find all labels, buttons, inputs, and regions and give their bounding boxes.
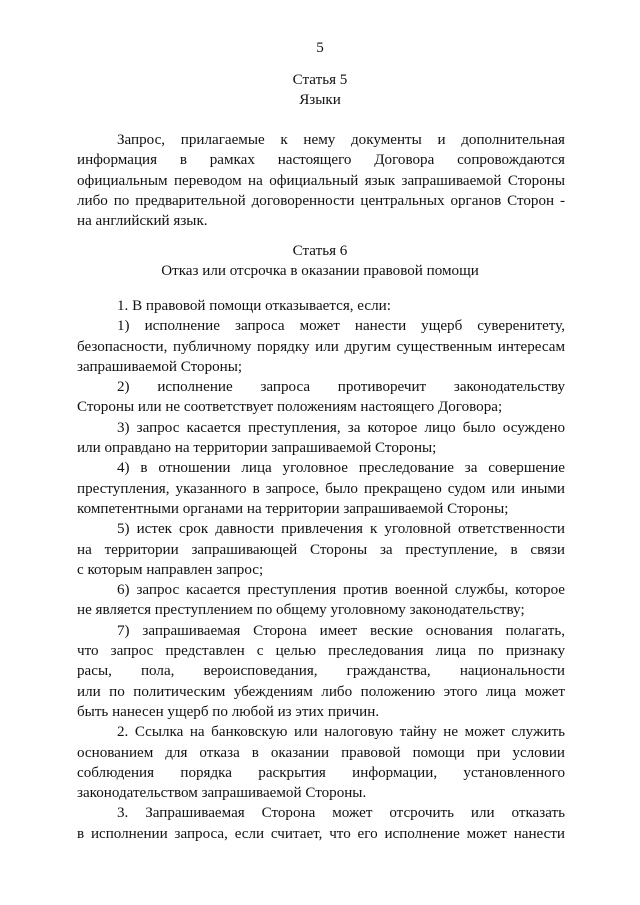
article-6-body [77, 296, 565, 844]
paragraph-line: преступления, указанного в запросе, было прекращено судом или иными [77, 480, 565, 497]
paragraph-line: соблюдения порядка раскрытия информации, установленного [77, 764, 565, 781]
article-5-paragraph [77, 130, 565, 231]
paragraph-line: информация в рамках настоящего Договора сопровождаются [77, 152, 565, 169]
paragraph-line: основанием для отказа в оказании правовой помощи при условии [77, 744, 565, 761]
paragraph-line: на территории запрашивающей Стороны за преступление, в связи [77, 541, 565, 558]
paragraph-line: быть нанесен ущерб по любой из этих причин. [77, 703, 380, 720]
page-number: 5 [316, 40, 324, 56]
paragraph-line: расы, пола, вероисповедания, гражданства, национальности [77, 663, 565, 680]
paragraph-line: 3. Запрашиваемая Сторона может отсрочить или отказать [117, 805, 565, 822]
paragraph-line: 3) запрос касается преступления, за которое лицо было осуждено [117, 419, 565, 436]
article-6-subtitle: Отказ или отсрочка в оказании правовой помощи [161, 263, 479, 279]
paragraph-line: 6) запрос касается преступления против военной службы, которое [117, 582, 565, 599]
article-5-title: Статья 5 [292, 72, 348, 88]
paragraph-line: компетентными органами на территории запрашиваемой Стороны; [77, 500, 509, 517]
paragraph-line: официальным переводом на официальный язык запрашиваемой Стороны [77, 172, 565, 189]
paragraph-line: с которым направлен запрос; [77, 561, 264, 578]
paragraph-line: 7) запрашиваемая Сторона имеет веские основания полагать, [117, 622, 565, 639]
paragraph-line: 1) исполнение запроса может нанести ущерб суверенитету, [117, 318, 565, 335]
paragraph-line: 1. В правовой помощи отказывается, если: [117, 298, 391, 314]
paragraph-line: Стороны или не соответствует положениям настоящего Договора; [77, 399, 503, 416]
paragraph-line: не является преступлением по общему уголовному законодательству; [77, 602, 525, 619]
paragraph-line: на английский язык. [77, 213, 208, 230]
paragraph-line: или по политическим убеждениям либо положению этого лица может [77, 683, 565, 700]
article-6-heading [0, 241, 640, 281]
article-6-title: Статья 6 [292, 243, 348, 259]
article-5-heading [0, 70, 640, 110]
paragraph-line: в исполнении запроса, если считает, что его исполнение может нанести [77, 825, 565, 842]
paragraph-line: запрашиваемой Стороны; [77, 358, 243, 375]
article-5-subtitle: Языки [299, 92, 341, 108]
paragraph-line: 2) исполнение запроса противоречит законодательству [117, 379, 565, 396]
paragraph-line: 4) в отношении лица уголовное преследование за совершение [117, 460, 565, 477]
paragraph-line: или оправдано на территории запрашиваемой Стороны; [77, 440, 437, 457]
paragraph-line: что запрос представлен с целью преследования лица по признаку [77, 643, 565, 660]
paragraph-line: 5) истек срок давности привлечения к уголовной ответственности [117, 521, 565, 538]
paragraph-line: 2. Ссылка на банковскую или налоговую тайну не может служить [117, 724, 565, 741]
paragraph-line: Запрос, прилагаемые к нему документы и дополнительная [117, 132, 565, 148]
paragraph-line: либо по предварительной договоренности центральных органов Сторон - [77, 192, 565, 209]
paragraph-line: законодательством запрашиваемой Стороны. [77, 785, 367, 802]
paragraph-line: безопасности, публичному порядку или другим существенным интересам [77, 338, 565, 355]
